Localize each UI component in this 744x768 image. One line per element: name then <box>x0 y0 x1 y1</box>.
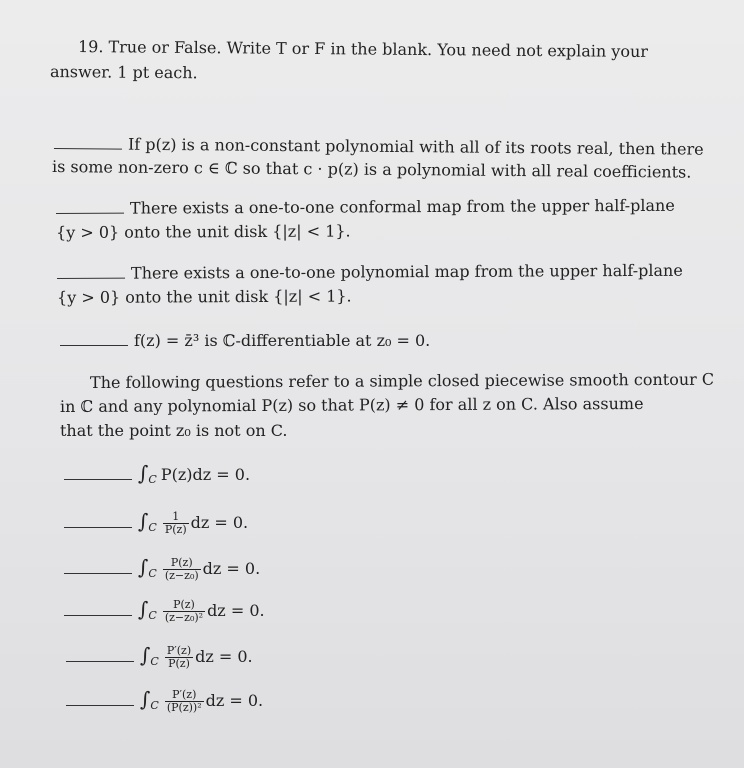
denominator: (z−z₀) <box>164 569 199 582</box>
question-3-text: There exists a one-to-one polynomial map from the upper half-plane <box>130 260 683 283</box>
integral-5-tail: dz = 0. <box>195 647 253 666</box>
question-1-line2: is some non-zero c ∈ ℂ so that c · p(z) is a polynomial with all real coefficients. <box>51 157 692 182</box>
integral-4-fraction <box>163 599 205 624</box>
integral-6-tail: dz = 0. <box>205 691 264 710</box>
integral-sign: ∫ <box>138 597 149 621</box>
integral-4-tail: dz = 0. <box>207 601 265 620</box>
integral-sign: ∫ <box>138 461 149 485</box>
question-2-line2: {y > 0} onto the unit disk {|z| < 1}. <box>55 221 351 242</box>
numerator: P(z) <box>163 557 201 570</box>
answer-blank-9[interactable] <box>66 649 134 662</box>
integral-question-2 <box>64 510 248 539</box>
problem-header-line2: answer. 1 pt each. <box>49 62 198 83</box>
intro-line2: in ℂ and any polynomial P(z) so that P(z) ≠ 0 for all z on C. Also assume <box>59 393 644 416</box>
denominator: P(z) <box>164 523 187 536</box>
contour-label: C <box>148 473 157 486</box>
contour-label: C <box>148 609 157 622</box>
answer-blank-2[interactable] <box>56 201 124 214</box>
intro-line1: The following questions refer to a simple closed piecewise smooth contour C <box>89 369 715 392</box>
denominator: (P(z))² <box>166 701 202 714</box>
question-4-line1 <box>60 330 430 352</box>
answer-blank-10[interactable] <box>66 693 134 706</box>
question-1-text: If p(z) is a non-constant polynomial with all of its roots real, then there <box>127 134 704 159</box>
question-3-line1 <box>57 260 683 285</box>
question-2-line1 <box>56 195 675 220</box>
integral-sign: ∫ <box>140 687 151 711</box>
integral-5-fraction <box>165 645 193 670</box>
contour-label: C <box>150 699 159 712</box>
denominator: P(z) <box>168 657 190 670</box>
answer-blank-4[interactable] <box>60 333 128 346</box>
integral-question-5 <box>66 644 253 673</box>
problem-header-line1: 19. True or False. Write T or F in the blank. You need not explain your <box>77 37 649 61</box>
question-2-text: There exists a one-to-one conformal map from the upper half-plane <box>129 195 675 218</box>
contour-label: C <box>150 655 159 668</box>
answer-blank-6[interactable] <box>64 515 132 528</box>
intro-line3: that the point z₀ is not on C. <box>60 421 288 440</box>
question-3-line2: {y > 0} onto the unit disk {|z| < 1}. <box>56 286 352 307</box>
integral-question-6 <box>66 688 263 717</box>
numerator: 1 <box>163 511 189 524</box>
answer-blank-5[interactable] <box>64 467 132 480</box>
integral-question-4 <box>64 598 265 627</box>
answer-blank-8[interactable] <box>64 603 132 616</box>
integral-1-integrand: P(z)dz = 0. <box>160 465 251 484</box>
integral-sign: ∫ <box>140 643 151 667</box>
integral-question-3 <box>64 556 260 585</box>
denominator: (z−z₀)² <box>164 611 204 624</box>
integral-3-fraction <box>163 557 201 582</box>
answer-blank-7[interactable] <box>64 561 132 574</box>
question-4-text: f(z) = z̄³ is ℂ-differentiable at z₀ = 0. <box>134 331 431 350</box>
numerator: P′(z) <box>165 689 204 702</box>
integral-6-fraction <box>165 689 204 714</box>
integral-sign: ∫ <box>138 509 149 533</box>
contour-label: C <box>148 567 157 580</box>
integral-2-tail: dz = 0. <box>190 513 249 532</box>
integral-3-tail: dz = 0. <box>202 559 261 578</box>
numerator: P(z) <box>163 599 205 612</box>
integral-2-fraction <box>163 511 189 536</box>
integral-sign: ∫ <box>138 555 149 579</box>
integral-question-1 <box>64 462 250 491</box>
numerator: P′(z) <box>166 644 192 657</box>
answer-blank-1[interactable] <box>54 136 122 150</box>
answer-blank-3[interactable] <box>57 266 125 279</box>
contour-label: C <box>148 521 157 534</box>
